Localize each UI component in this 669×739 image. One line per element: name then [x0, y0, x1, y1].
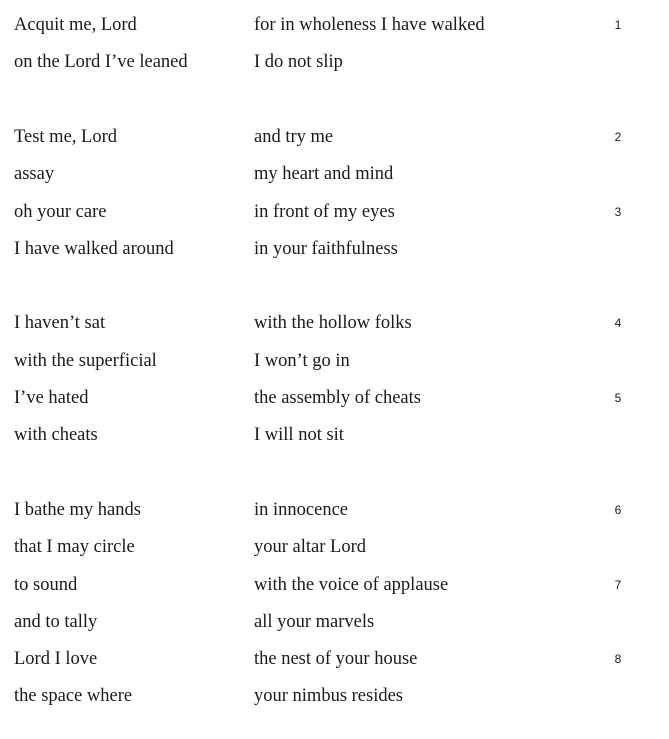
poem-line	[0, 386, 669, 423]
line-first-half: oh your care	[14, 201, 107, 222]
verse-number: 8	[614, 652, 622, 667]
poem-line	[0, 125, 669, 162]
poem-line	[0, 684, 669, 721]
line-second-half: I won’t go in	[254, 350, 350, 371]
line-first-half: the space where	[14, 686, 133, 707]
verse-number: 5	[614, 391, 622, 405]
line-first-half: assay	[14, 164, 55, 185]
line-second-half: with the voice of applause	[254, 574, 449, 595]
line-first-half: on the Lord I’ve leaned	[14, 52, 188, 73]
poem-line	[0, 311, 669, 348]
line-first-half: with cheats	[14, 425, 98, 446]
line-second-half: in innocence	[254, 499, 348, 520]
line-first-half: Test me, Lord	[14, 126, 117, 147]
line-second-half: I do not slip	[254, 52, 343, 73]
line-first-half: Lord I love	[14, 649, 98, 670]
poem-line	[0, 573, 669, 610]
verse-number: 2	[614, 129, 622, 144]
line-first-half: I have walked around	[14, 238, 174, 259]
line-first-half: I bathe my hands	[14, 499, 141, 520]
line-first-half: Acquit me, Lord	[14, 15, 137, 35]
line-second-half: for in wholeness I have walked	[254, 15, 485, 35]
line-first-half: to sound	[14, 574, 78, 595]
line-first-half: I haven’t sat	[14, 313, 106, 334]
poem-line	[0, 349, 669, 386]
poem-line	[0, 237, 669, 274]
poem-line	[0, 50, 669, 87]
poem-line	[0, 535, 669, 572]
verse-number: 6	[614, 502, 622, 517]
poem-line	[0, 200, 669, 237]
line-second-half: with the hollow folks	[254, 313, 412, 334]
poem-line	[0, 162, 669, 199]
line-first-half: with the superficial	[14, 350, 157, 371]
verse-number: 7	[614, 577, 622, 592]
line-second-half: my heart and mind	[254, 164, 394, 185]
poem-line	[0, 498, 669, 535]
poem-line	[0, 423, 669, 460]
line-second-half: in front of my eyes	[254, 201, 395, 222]
line-second-half: I will not sit	[254, 425, 344, 446]
poem-line	[0, 647, 669, 684]
line-second-half: the assembly of cheats	[254, 388, 421, 408]
line-second-half: the nest of your house	[254, 649, 418, 670]
verse-number: 1	[614, 18, 622, 32]
line-second-half: and try me	[254, 126, 334, 147]
line-first-half: and to tally	[14, 611, 98, 632]
poem-line	[0, 610, 669, 647]
verse-number: 4	[614, 316, 622, 331]
line-second-half: your altar Lord	[254, 537, 366, 558]
verse-number: 3	[614, 204, 622, 219]
line-first-half: I’ve hated	[14, 388, 89, 408]
line-second-half: in your faithfulness	[254, 238, 398, 259]
line-first-half: that I may circle	[14, 537, 135, 558]
line-second-half: your nimbus resides	[254, 686, 404, 707]
line-second-half: all your marvels	[254, 611, 375, 632]
poem-line	[0, 13, 669, 50]
